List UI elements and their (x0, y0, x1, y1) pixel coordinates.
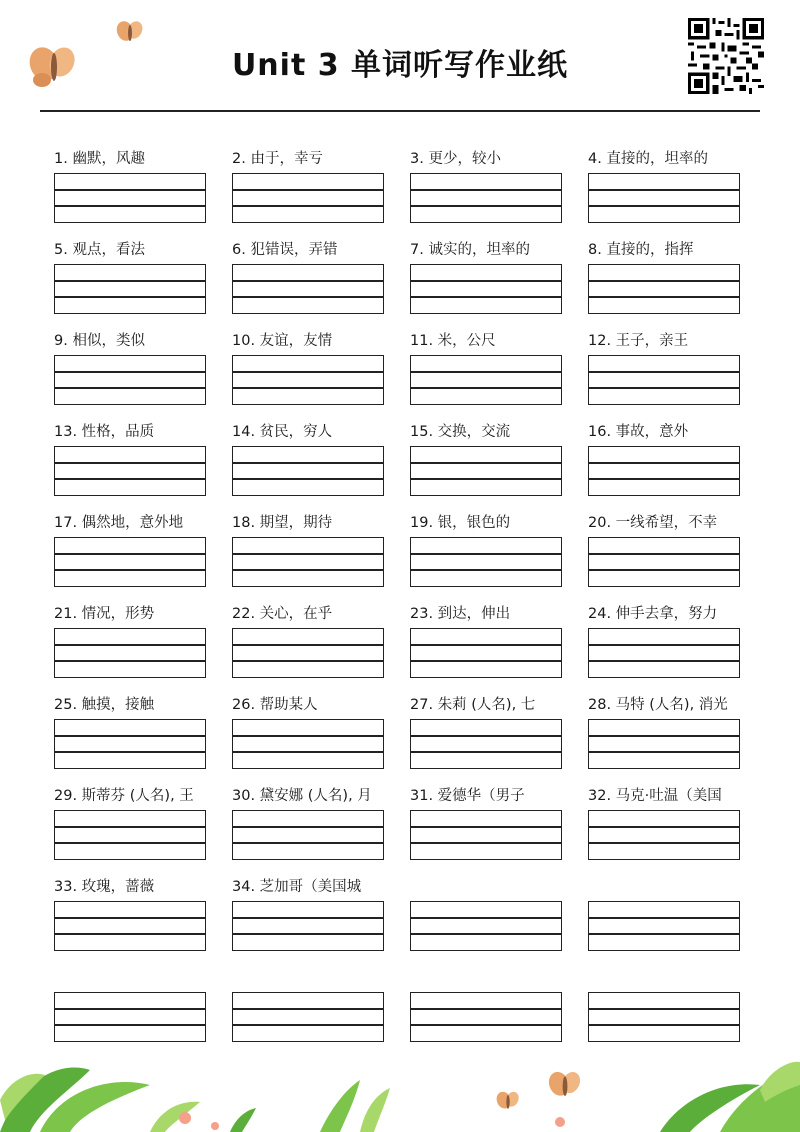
writing-line (589, 735, 739, 737)
writing-line (55, 478, 205, 480)
dictation-item (232, 148, 388, 223)
dictation-item (54, 785, 210, 860)
writing-line (589, 296, 739, 298)
answer-box[interactable] (410, 355, 562, 405)
writing-line (233, 569, 383, 571)
writing-line (233, 1008, 383, 1010)
item-label: 13. 性格，品质 (54, 424, 155, 440)
item-label: 4. 直接的，坦率的 (588, 151, 708, 167)
writing-line (55, 280, 205, 282)
writing-line (411, 751, 561, 753)
title-divider (40, 110, 760, 112)
writing-line (411, 280, 561, 282)
item-label (588, 967, 744, 989)
writing-line (55, 189, 205, 191)
answer-box[interactable] (410, 628, 562, 678)
writing-line (55, 553, 205, 555)
writing-line (233, 660, 383, 662)
writing-line (411, 933, 561, 935)
item-label: 23. 到达，伸出 (410, 606, 511, 622)
writing-line (411, 1008, 561, 1010)
item-label: 11. 米，公尺 (410, 333, 496, 349)
writing-line (233, 387, 383, 389)
dictation-item (410, 512, 566, 587)
item-label: 33. 玫瑰，蔷薇 (54, 879, 155, 895)
dictation-item (588, 876, 744, 951)
answer-box[interactable] (588, 355, 740, 405)
writing-line (589, 644, 739, 646)
writing-line (589, 751, 739, 753)
dictation-item (54, 876, 210, 951)
writing-line (55, 751, 205, 753)
writing-line (55, 933, 205, 935)
dictation-item (232, 876, 388, 951)
writing-line (233, 478, 383, 480)
answer-box[interactable] (588, 992, 740, 1042)
answer-box[interactable] (588, 446, 740, 496)
page-title: Unit 3 单词听写作业纸 (231, 48, 569, 83)
item-label: 9. 相似，类似 (54, 333, 145, 349)
writing-line (233, 842, 383, 844)
dictation-item (588, 512, 744, 587)
writing-line (589, 569, 739, 571)
writing-line (55, 1024, 205, 1026)
answer-box[interactable] (410, 446, 562, 496)
writing-line (233, 826, 383, 828)
writing-line (589, 826, 739, 828)
writing-line (589, 933, 739, 935)
writing-line (411, 478, 561, 480)
answer-box[interactable] (232, 446, 384, 496)
item-label (588, 876, 744, 898)
writing-line (411, 553, 561, 555)
item-label (410, 876, 566, 898)
answer-box[interactable] (410, 264, 562, 314)
item-label: 7. 诚实的，坦率的 (410, 242, 530, 258)
dictation-item (588, 330, 744, 405)
writing-line (589, 280, 739, 282)
writing-line (55, 644, 205, 646)
writing-line (55, 917, 205, 919)
dictation-item (54, 512, 210, 587)
writing-line (233, 371, 383, 373)
writing-line (55, 296, 205, 298)
writing-line (411, 205, 561, 207)
dictation-item (54, 694, 210, 769)
writing-line (589, 1008, 739, 1010)
writing-line (233, 189, 383, 191)
item-label: 10. 友谊，友情 (232, 333, 333, 349)
answer-box[interactable] (232, 628, 384, 678)
answer-box[interactable] (588, 537, 740, 587)
dictation-item (232, 967, 388, 1042)
answer-box[interactable] (232, 719, 384, 769)
writing-line (55, 462, 205, 464)
writing-line (55, 1008, 205, 1010)
dictation-item (410, 603, 566, 678)
item-label (54, 967, 210, 989)
answer-box[interactable] (588, 264, 740, 314)
writing-line (55, 660, 205, 662)
answer-box[interactable] (410, 901, 562, 951)
item-label: 16. 事故，意外 (588, 424, 689, 440)
dictation-item (232, 512, 388, 587)
writing-line (55, 387, 205, 389)
writing-line (233, 644, 383, 646)
answer-box[interactable] (54, 810, 206, 860)
writing-line (411, 842, 561, 844)
answer-box[interactable] (232, 537, 384, 587)
dictation-item (410, 967, 566, 1042)
dictation-item (232, 785, 388, 860)
writing-line (411, 462, 561, 464)
dictation-item (54, 421, 210, 496)
writing-line (55, 735, 205, 737)
writing-line (55, 205, 205, 207)
item-label: 27. 朱莉 (人名), 七 (410, 697, 536, 713)
writing-line (589, 205, 739, 207)
item-label: 30. 黛安娜 (人名), 月 (232, 788, 372, 804)
answer-box[interactable] (232, 173, 384, 223)
writing-line (55, 371, 205, 373)
dictation-item (232, 239, 388, 314)
writing-line (233, 751, 383, 753)
answer-box[interactable] (410, 810, 562, 860)
item-label: 17. 偶然地，意外地 (54, 515, 184, 531)
answer-box[interactable] (54, 355, 206, 405)
dictation-item (54, 239, 210, 314)
writing-line (55, 842, 205, 844)
dictation-item (410, 694, 566, 769)
answer-box[interactable] (54, 537, 206, 587)
answer-box[interactable] (588, 628, 740, 678)
writing-line (589, 842, 739, 844)
dictation-item (54, 330, 210, 405)
answer-box[interactable] (410, 173, 562, 223)
item-label: 28. 马特 (人名), 消光 (588, 697, 728, 713)
foliage-decoration (0, 1040, 800, 1132)
writing-line (233, 462, 383, 464)
writing-line (233, 933, 383, 935)
answer-box[interactable] (54, 446, 206, 496)
answer-box[interactable] (410, 992, 562, 1042)
writing-line (589, 553, 739, 555)
writing-line (233, 553, 383, 555)
item-label: 14. 贫民，穷人 (232, 424, 333, 440)
answer-box[interactable] (410, 537, 562, 587)
butterfly-icon (548, 1066, 582, 1104)
dictation-item (410, 876, 566, 951)
writing-line (411, 735, 561, 737)
dictation-item (232, 330, 388, 405)
item-label: 34. 芝加哥（美国城 (232, 879, 362, 895)
writing-line (589, 371, 739, 373)
writing-line (411, 826, 561, 828)
answer-box[interactable] (54, 173, 206, 223)
item-label: 5. 观点，看法 (54, 242, 145, 258)
answer-box[interactable] (232, 992, 384, 1042)
answer-box[interactable] (232, 355, 384, 405)
dictation-item (410, 239, 566, 314)
item-label: 20. 一线希望，不幸 (588, 515, 718, 531)
answer-box[interactable] (54, 992, 206, 1042)
writing-line (589, 660, 739, 662)
dictation-item (54, 967, 210, 1042)
answer-box[interactable] (588, 901, 740, 951)
answer-box[interactable] (54, 719, 206, 769)
writing-line (589, 462, 739, 464)
writing-line (233, 735, 383, 737)
dictation-item (588, 967, 744, 1042)
item-label: 21. 情况，形势 (54, 606, 155, 622)
dictation-item (588, 603, 744, 678)
answer-box[interactable] (588, 173, 740, 223)
item-label: 22. 关心，在乎 (232, 606, 333, 622)
writing-line (411, 296, 561, 298)
dictation-item (588, 239, 744, 314)
dictation-item (410, 785, 566, 860)
writing-line (233, 1024, 383, 1026)
item-label: 18. 期望，期待 (232, 515, 333, 531)
item-label (410, 967, 566, 989)
dictation-item (232, 603, 388, 678)
item-label: 12. 王子，亲王 (588, 333, 689, 349)
answer-box[interactable] (54, 264, 206, 314)
answer-box[interactable] (232, 901, 384, 951)
dictation-item (588, 694, 744, 769)
item-label: 29. 斯蒂芬 (人名), 王 (54, 788, 194, 804)
qr-code-icon (688, 18, 764, 94)
writing-line (411, 387, 561, 389)
item-label: 24. 伸手去拿，努力 (588, 606, 718, 622)
writing-line (55, 826, 205, 828)
writing-line (411, 1024, 561, 1026)
writing-line (411, 917, 561, 919)
writing-line (233, 917, 383, 919)
writing-line (589, 189, 739, 191)
writing-line (411, 660, 561, 662)
dictation-item (54, 148, 210, 223)
item-label: 2. 由于，幸亏 (232, 151, 323, 167)
butterfly-icon (496, 1088, 520, 1114)
dictation-item (410, 421, 566, 496)
writing-line (233, 205, 383, 207)
item-label: 31. 爱德华（男子 (410, 788, 525, 804)
writing-line (233, 296, 383, 298)
answer-box[interactable] (588, 810, 740, 860)
item-label: 26. 帮助某人 (232, 697, 318, 713)
dictation-item (410, 330, 566, 405)
writing-line (411, 569, 561, 571)
writing-line (589, 387, 739, 389)
answer-box[interactable] (410, 719, 562, 769)
writing-line (589, 1024, 739, 1026)
dictation-item (588, 785, 744, 860)
dictation-item (410, 148, 566, 223)
answer-box[interactable] (232, 264, 384, 314)
answer-box[interactable] (54, 628, 206, 678)
dictation-item (232, 421, 388, 496)
writing-line (411, 189, 561, 191)
writing-line (233, 280, 383, 282)
item-label: 19. 银，银色的 (410, 515, 511, 531)
answer-box[interactable] (54, 901, 206, 951)
item-label: 6. 犯错误，弄错 (232, 242, 338, 258)
answer-box[interactable] (588, 719, 740, 769)
dictation-item (232, 694, 388, 769)
writing-line (411, 644, 561, 646)
item-label: 1. 幽默，风趣 (54, 151, 145, 167)
writing-line (589, 478, 739, 480)
item-label: 15. 交换，交流 (410, 424, 511, 440)
dictation-item (588, 421, 744, 496)
dictation-item (54, 603, 210, 678)
item-label: 32. 马克·吐温（美国 (588, 788, 722, 804)
writing-line (589, 917, 739, 919)
item-label: 25. 触摸，接触 (54, 697, 155, 713)
writing-line (411, 371, 561, 373)
item-label (232, 967, 388, 989)
item-label: 8. 直接的，指挥 (588, 242, 694, 258)
writing-line (55, 569, 205, 571)
dictation-item (588, 148, 744, 223)
item-label: 3. 更少，较小 (410, 151, 501, 167)
answer-box[interactable] (232, 810, 384, 860)
